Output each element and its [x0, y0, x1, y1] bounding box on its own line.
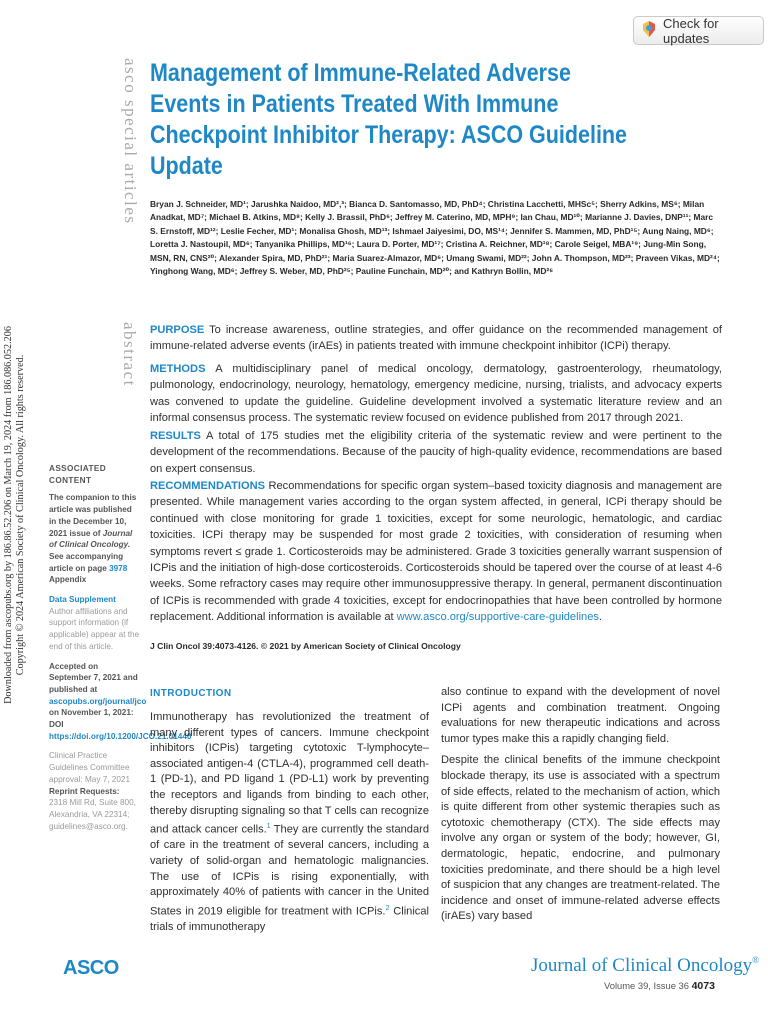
check-for-updates-label: Check for updates [663, 15, 719, 46]
methods-text: A multidisciplinary panel of medical oncology, dermatology, gastroenterology, rheumatology, pulmonology, endocrinology, neurology, hematology, emergency medicine, nursing, trialists, and advocacy experts was convened to update the guideline. Guideline development involved a systematic literature review and an informal consensus process. The systematic review focused on evidence published from 2017 through 2021. [150, 363, 722, 425]
journal-name-b: of Clinical Oncology [586, 955, 753, 976]
check-for-updates-button[interactable] [633, 16, 764, 45]
author-list: Bryan J. Schneider, MD¹; Jarushka Naidoo, MD²,³; Bianca D. Santomasso, MD, PhD⁴; Christina Lacchetti, MHSc⁵; Sherry Adkins, MS⁶; Milan Anadkat, MD⁷; Michael B. Atkins, MD⁸; Kelly J. Brassil, PhD⁶; Jeffrey M. Caterino, MD, MPH⁹; Ian Chau, MD¹⁰; Marianne J. Davies, DNP¹¹; Marc S. Ernstoff, MD¹²; Leslie Fecher, MD¹; Monalisa Ghosh, MD¹³; Ishmael Jaiyesimi, DO, MS¹⁴; Jennifer S. Mammen, MD, PhD¹⁵; Aung Naing, MD⁶; Loretta J. Nastoupil, MD⁶; Tanyanika Phillips, MD¹⁶; Laura D. Porter, MD¹⁷; Cristina A. Reichner, MD¹⁸; Carole Seigel, MBA¹⁹; Jung-Min Song, MSN, RN, CNS²⁰; Alexander Spira, MD, PhD²¹; Maria Suarez-Almazor, MD⁶; Umang Swami, MD²²; John A. Thompson, MD²³; Praveen Vikas, MD²⁴; Yinghong Wang, MD⁶; Jeffrey S. Weber, MD, PhD²⁵; Pauline Funchain, MD²⁰; and Kathryn Bollin, MD²⁶ [150, 199, 720, 277]
article-title: Management of Immune-Related Adverse Events in Patients Treated With Immune Checkpoint Inhibitor Therapy: ASCO Guideline Update [150, 59, 628, 180]
journal-site-link[interactable]: ascopubs.org/journal/jco [49, 696, 147, 706]
companion-page-link[interactable]: 3978 [109, 563, 128, 573]
issue-text: Volume 39, Issue 36 [604, 980, 692, 991]
accepted-mid-text: on November 1, 2021: DOI [49, 708, 134, 730]
appendix-label[interactable]: Appendix [49, 575, 87, 585]
abstract-results [150, 428, 722, 477]
body-column-left [150, 710, 429, 942]
purpose-text: To increase awareness, outline strategies, and offer guidance on the recommended management of immune-related adverse events (irAEs) in patients treated with immune checkpoint inhibitor (ICPi) therapy. [150, 324, 722, 353]
purpose-heading: PURPOSE [150, 324, 205, 336]
body-column-right [441, 685, 720, 931]
committee-approval: Clinical Practice Guidelines Committee approval: May 7, 2021 [49, 751, 131, 784]
reference-2[interactable]: 2 [385, 904, 390, 912]
intro-text-c: Clinical trials of immunotherapy [150, 905, 429, 934]
journal-logo [531, 955, 759, 977]
citation-line: J Clin Oncol 39:4073-4126. © 2021 by American Society of Clinical Oncology [150, 641, 461, 651]
intro-text-b: They are currently the standard of care in the treatment of several cancers, including a variety of solid-organ and hematologic malignancies. The use of ICPis is rising exponentially, with approximately 40% of patients with cancer in the United States in 2019 eligible for treatment with ICPis. [150, 823, 429, 918]
reprint-address: 2318 Mill Rd, Suite 800, Alexandria, VA 22314; guidelines@asco.org. [49, 798, 136, 831]
results-text: A total of 175 studies met the eligibility criteria of the systematic review and were pertinent to the development of the recommendations. Because of the paucity of high-quality evidence, recommendations are based on expert consensus. [150, 430, 722, 475]
companion-text: The companion to this article was published in the December 10, 2021 issue of [49, 493, 137, 538]
abstract-methods [150, 361, 722, 427]
methods-heading: METHODS [150, 363, 206, 375]
section-label-special-articles: asco special articles [121, 58, 140, 225]
reprint-heading: Reprint Requests: [49, 786, 120, 796]
reference-1[interactable]: 1 [266, 823, 271, 831]
section-label-abstract: abstract [120, 322, 139, 387]
introduction-heading: INTRODUCTION [150, 688, 232, 699]
companion-journal: Journal of Clinical Oncology. [49, 528, 133, 550]
associated-content-heading: ASSOCIATED CONTENT [49, 464, 107, 485]
recommendations-end: . [598, 611, 603, 624]
asco-logo: ASCO [63, 957, 119, 979]
see-article-text: See accompanying article on page [49, 551, 124, 573]
watermark-line-1: Downloaded from ascopubs.org by 186.86.52.206 on March 19, 2024 from 186.086.052.206 [3, 326, 14, 704]
intro-paragraph-2: also continue to expand with the development of novel ICPi agents and combination treatment. Ongoing evaluations for new therapeutic indications and across tumor types make this a rapidly changing field. [441, 686, 720, 745]
accepted-text: Accepted on September 7, 2021 and published at [49, 661, 138, 694]
results-heading: RESULTS [150, 430, 201, 442]
abstract-purpose [150, 322, 722, 355]
guidelines-link[interactable]: www.asco.org/supportive-care-guidelines [396, 611, 599, 624]
doi-link[interactable]: https://doi.org/10.1200/JCO.21.01440 [49, 731, 192, 741]
intro-paragraph-3: Despite the clinical benefits of the immune checkpoint blockade therapy, its use is associated with a spectrum of side effects, related to the mechanism of action, which is quite different from other systemic therapies such as cytotoxic chemotherapy (CTX). The side effects may involve any organ or system of the body; however, GI, dermatologic, hepatic, endocrine, and pulmonary toxicities predominate, and there should be a high level of suspicion that any changes are treatment-related. The incidence and onset of immune-related adverse effects (irAEs) vary based [441, 754, 720, 923]
registered-mark: ® [752, 955, 759, 965]
watermark-line-2: Copyright © 2024 American Society of Clinical Oncology. All rights reserved. [15, 354, 26, 676]
intro-paragraph-1 [150, 710, 429, 936]
page-number: 4073 [691, 980, 715, 992]
journal-name-a: Journal [531, 955, 587, 976]
abstract-recommendations [150, 478, 722, 626]
affiliations-note: Author affiliations and support information (if applicable) appear at the end of this article. [49, 606, 140, 651]
issue-info [604, 980, 715, 992]
data-supplement-link[interactable]: Data Supplement [49, 595, 116, 605]
companion-note [49, 492, 141, 574]
recommendations-heading: RECOMMENDATIONS [150, 480, 266, 492]
crossmark-icon [641, 20, 657, 41]
intro-text-a: Immunotherapy has revolutionized the treatment of many different types of cancers. Immune checkpoint inhibitors (ICPis) targeting cytotoxic T-lymphocyte–associated antigen-4 (CTLA-4), programmed cell death-1 (PD-1), and PD ligand 1 (PD-L1) work by preventing the receptors and ligands from binding to each other, thereby disrupting signaling so that T cells can recognize and attack cancer cells. [150, 711, 429, 836]
recommendations-text: Recommendations for specific organ system–based toxicity diagnosis and management are presented. While management varies according to the organ system affected, in general, ICPi therapy should be continued with close monitoring for grade 1 toxicities, except for some neurologic, hematologic, and cardiac toxicities. ICPi therapy may be suspended for most grade 2 toxicities, with consideration of resuming when symptoms revert ≤ grade 1. Corticosteroids may be administered. Grade 3 toxicities generally warrant suspension of ICPis and the initiation of high-dose corticosteroids. Corticosteroids should be tapered over the course of at least 4-6 weeks. Some refractory cases may require other immunosuppressive therapy. In general, permanent discontinuation of ICPis is recommended with grade 4 toxicities, except for endocrinopathies that have been controlled by hormone replacement. Additional information is available at [150, 480, 722, 624]
